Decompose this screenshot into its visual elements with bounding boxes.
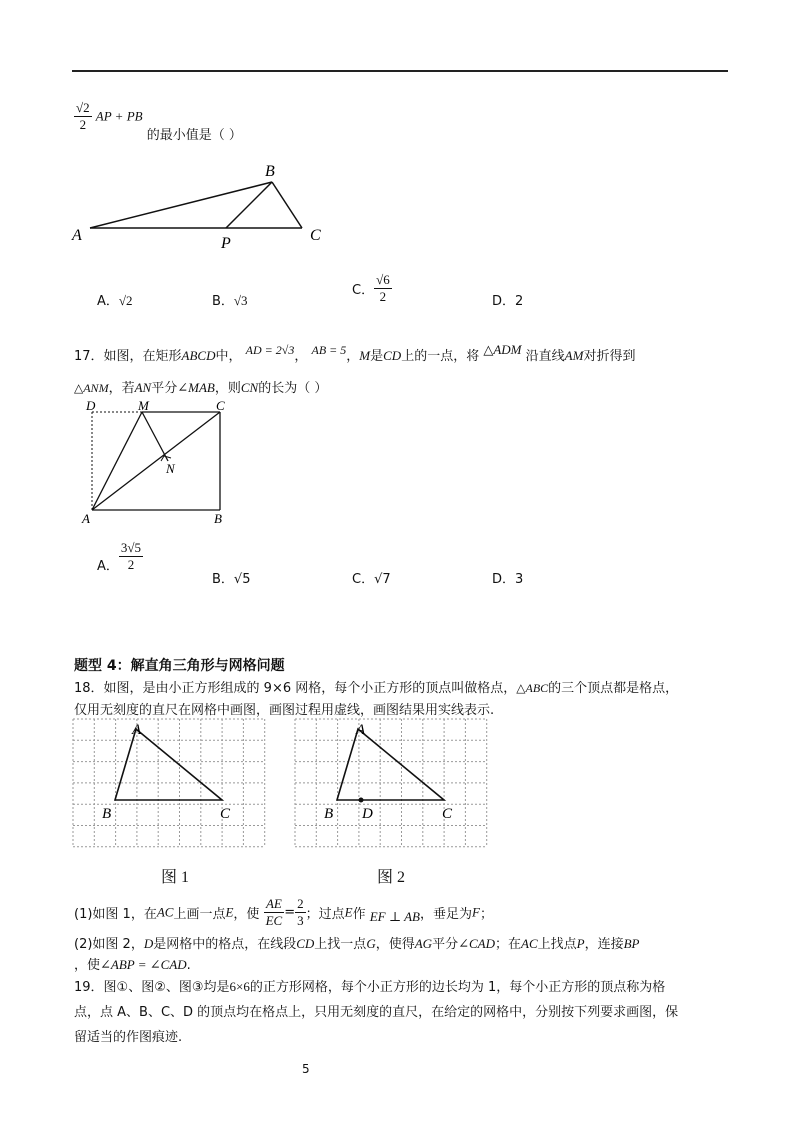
q17-text-c: 中， xyxy=(215,349,242,364)
q16-option-a xyxy=(97,290,133,309)
q17-text-l: 对折得到 xyxy=(583,349,636,364)
q18-grid1 xyxy=(73,719,265,847)
q18-p1-g: E xyxy=(344,904,353,920)
q18-fig2-triangle xyxy=(337,729,444,800)
q17-line2-d: 平分 xyxy=(151,381,178,396)
q16-question: 的最小值是（ ） xyxy=(146,128,242,143)
q19-line1-b: 6×6 xyxy=(229,979,250,994)
q17-option-a-den: 2 xyxy=(127,557,135,572)
q18-fig1-label-a: A xyxy=(132,722,142,738)
q18-p2-l: AC xyxy=(521,936,538,951)
q17-line2-b: ，若 xyxy=(108,381,135,396)
q16-option-a-key: A． xyxy=(97,294,119,309)
q17-line2-a: △ANM xyxy=(74,381,109,395)
q17-option-b xyxy=(212,568,250,587)
q18-p2-l2-c: . xyxy=(186,958,191,973)
q17-line2-h: 的长为（ ） xyxy=(258,381,328,396)
q18-p2-d: CD xyxy=(296,936,315,951)
q18-p2-i: 平分 xyxy=(432,937,459,952)
q16-option-b-val: √3 xyxy=(233,293,248,308)
q16-label-p: P xyxy=(221,235,231,250)
q18-line1-c: 网格，每个小正方形的顶点叫做格点， xyxy=(295,681,517,696)
q16-option-b-key: B． xyxy=(212,294,234,309)
q18-p2-g: ，使得 xyxy=(375,937,415,952)
q17-seg-am xyxy=(92,412,142,510)
q18-p2-c: 是网格中的格点，在线段 xyxy=(153,937,297,952)
q18-fig1-label-c: C xyxy=(220,806,231,822)
q17-option-d-val: 3 xyxy=(515,572,524,587)
q18-p1-den: EC xyxy=(265,913,283,928)
q17-option-d xyxy=(492,568,523,587)
q18-p2-a: (2)如图 2， xyxy=(74,937,144,952)
q17-option-a-num: 3√5 xyxy=(120,540,142,555)
section-heading: 题型 4：解直角三角形与网格问题 xyxy=(74,658,285,674)
q17-option-c-key: C． xyxy=(352,572,375,587)
q17-line1 xyxy=(74,342,636,364)
q16-frac-num: √2 xyxy=(76,100,90,115)
q18-p2-o: ，连接 xyxy=(584,937,624,952)
q19-line3: 留适当的作图痕迹. xyxy=(74,1030,183,1045)
q18-p2-m: 上找点 xyxy=(537,937,577,952)
q16-seg-ab xyxy=(90,182,272,228)
q17-figure xyxy=(80,398,240,528)
q18-fig2-label-c: C xyxy=(442,806,453,822)
q18-p2-h: AG xyxy=(414,936,433,951)
q16-option-d-key: D． xyxy=(492,294,516,309)
q18-p1-num: AE xyxy=(264,896,285,913)
q16-seg-bp xyxy=(226,182,272,228)
q16-option-d-val: 2 xyxy=(515,294,524,309)
q19-line2: 点，点 A、B、C、D 的顶点均在格点上，只用无刻度的直尺，在给定的网格中，分别按下列要求画图，保 xyxy=(74,1005,679,1020)
q17-line2-c: AN xyxy=(134,380,152,395)
q18-fig2-caption: 图 2 xyxy=(377,869,406,886)
q17-option-a xyxy=(97,540,143,581)
q16-stem xyxy=(74,100,242,143)
q18-p2-l2-b: ∠ABP = ∠CAD xyxy=(100,957,187,972)
q18-fig2-point-d xyxy=(359,798,364,803)
q18-p2-n: P xyxy=(576,936,585,951)
q17-line2-g: CN xyxy=(240,380,259,395)
q18-p1-k: F xyxy=(472,904,480,920)
q17-text-a: 17．如图，在矩形 xyxy=(74,349,182,364)
q18-p2-k: ；在 xyxy=(494,937,521,952)
q18-figure2 xyxy=(294,718,489,848)
q16-seg-bc xyxy=(272,182,302,228)
q19-line1-a: 19．图①、图②、图③均是 xyxy=(74,980,230,995)
q17-line2-f: ，则 xyxy=(214,381,241,396)
q18-p2-b: D xyxy=(143,936,154,951)
q17-option-b-val: √5 xyxy=(233,572,251,587)
q18-p1-num2: 2 xyxy=(297,896,304,911)
q17-option-b-key: B． xyxy=(212,572,234,587)
q18-line1-a: 18．如图，是由小正方形组成的 xyxy=(74,681,260,696)
q18-p2-l2-a: ，使 xyxy=(74,958,101,973)
q18-figure1 xyxy=(72,718,267,848)
q16-label-a: A xyxy=(72,227,82,244)
q18-line1-d: △ABC xyxy=(516,681,549,695)
q19-line1 xyxy=(74,976,665,995)
q18-p1-j: ，垂足为 xyxy=(420,907,473,922)
q18-p1-a: (1)如图 1，在 xyxy=(74,907,157,922)
q17-label-d: D xyxy=(86,398,96,413)
q18-grid2 xyxy=(295,719,487,847)
q18-p1-i: EF ⊥ AB xyxy=(369,908,420,924)
q17-option-a-key: A． xyxy=(97,559,119,574)
q18-line1-e: 的三个顶点都是格点， xyxy=(548,681,679,696)
q17-text-j: 沿直线 xyxy=(525,349,565,364)
q17-text-g: 是 xyxy=(370,349,384,364)
q17-text-i: 上的一点，将 xyxy=(401,349,480,364)
q18-p1-l: ； xyxy=(479,907,493,922)
q17-text-f: M xyxy=(359,348,371,363)
q17-line2 xyxy=(74,377,327,396)
q18-p2-p: BP xyxy=(623,936,640,951)
q17-line2-e: ∠MAB xyxy=(177,380,215,395)
q17-text-k: AM xyxy=(564,348,584,363)
q17-seg-mn xyxy=(142,412,168,461)
q17-label-c: C xyxy=(216,398,225,413)
q17-option-c xyxy=(352,568,391,587)
q17-tri: △ADM xyxy=(483,342,522,357)
q16-option-c-num: √6 xyxy=(376,272,390,287)
q17-cond1: AD = 2√3 xyxy=(245,343,295,357)
page-number: 5 xyxy=(302,1062,310,1076)
q18-p2-j: ∠CAD xyxy=(458,936,495,951)
q17-label-n: N xyxy=(166,461,175,476)
q18-p1-b: AC xyxy=(156,904,174,920)
q18-line2: 仅用无刻度的直尺在网格中画图，画图过程用虚线，画图结果用实线表示. xyxy=(74,703,495,718)
q16-option-a-val: √2 xyxy=(118,293,133,308)
q18-p2-f: G xyxy=(366,936,376,951)
header-rule xyxy=(72,70,728,72)
q17-option-d-key: D． xyxy=(492,572,516,587)
q18-part1 xyxy=(74,896,493,929)
q18-fig2-label-b: B xyxy=(324,806,334,822)
q16-label-c: C xyxy=(310,227,321,244)
q16-frac-den: 2 xyxy=(79,117,87,132)
q18-fig2-label-d: D xyxy=(362,806,373,822)
q18-fig1-triangle xyxy=(115,729,222,800)
q16-label-b: B xyxy=(265,163,275,180)
q16-option-c-key: C． xyxy=(352,283,375,298)
q17-label-m: M xyxy=(138,398,149,413)
q18-p1-eq: = xyxy=(284,905,296,920)
q18-p2-e: 上找一点 xyxy=(314,937,367,952)
q16-figure xyxy=(70,160,340,250)
q18-p1-f: ；过点 xyxy=(305,907,345,922)
q18-line1 xyxy=(74,677,678,696)
q16-expr: AP + PB xyxy=(95,108,143,124)
q17-label-b: B xyxy=(214,511,222,526)
q16-option-b xyxy=(212,290,248,309)
q16-option-c-den: 2 xyxy=(379,289,387,304)
q17-text-h: CD xyxy=(383,348,402,363)
q18-p1-d: E xyxy=(225,904,234,920)
q16-option-c xyxy=(352,272,392,305)
q17-text-e: ， xyxy=(346,349,360,364)
q17-seg-ac xyxy=(92,412,220,510)
q18-line1-b: 9×6 xyxy=(259,681,296,696)
q18-fig1-caption: 图 1 xyxy=(161,869,190,886)
q17-text-b: ABCD xyxy=(181,348,216,363)
q18-fig2-label-a: A xyxy=(356,722,366,738)
q16-option-d xyxy=(492,290,523,309)
q18-p1-c: 上画一点 xyxy=(173,907,226,922)
q17-text-d: ， xyxy=(294,349,308,364)
q18-part2-line1 xyxy=(74,933,640,952)
q18-p1-h: 作 xyxy=(352,907,366,922)
q17-option-c-val: √7 xyxy=(374,572,391,587)
q18-part2-line2 xyxy=(74,954,191,973)
q17-label-a: A xyxy=(82,511,90,526)
q18-fig1-label-b: B xyxy=(102,806,112,822)
q18-p1-den2: 3 xyxy=(297,913,304,928)
q17-cond2: AB = 5 xyxy=(311,343,347,357)
q18-p1-e: ，使 xyxy=(233,907,260,922)
q19-line1-c: 的正方形网格，每个小正方形的边长均为 1，每个小正方形的顶点称为格 xyxy=(249,980,666,995)
